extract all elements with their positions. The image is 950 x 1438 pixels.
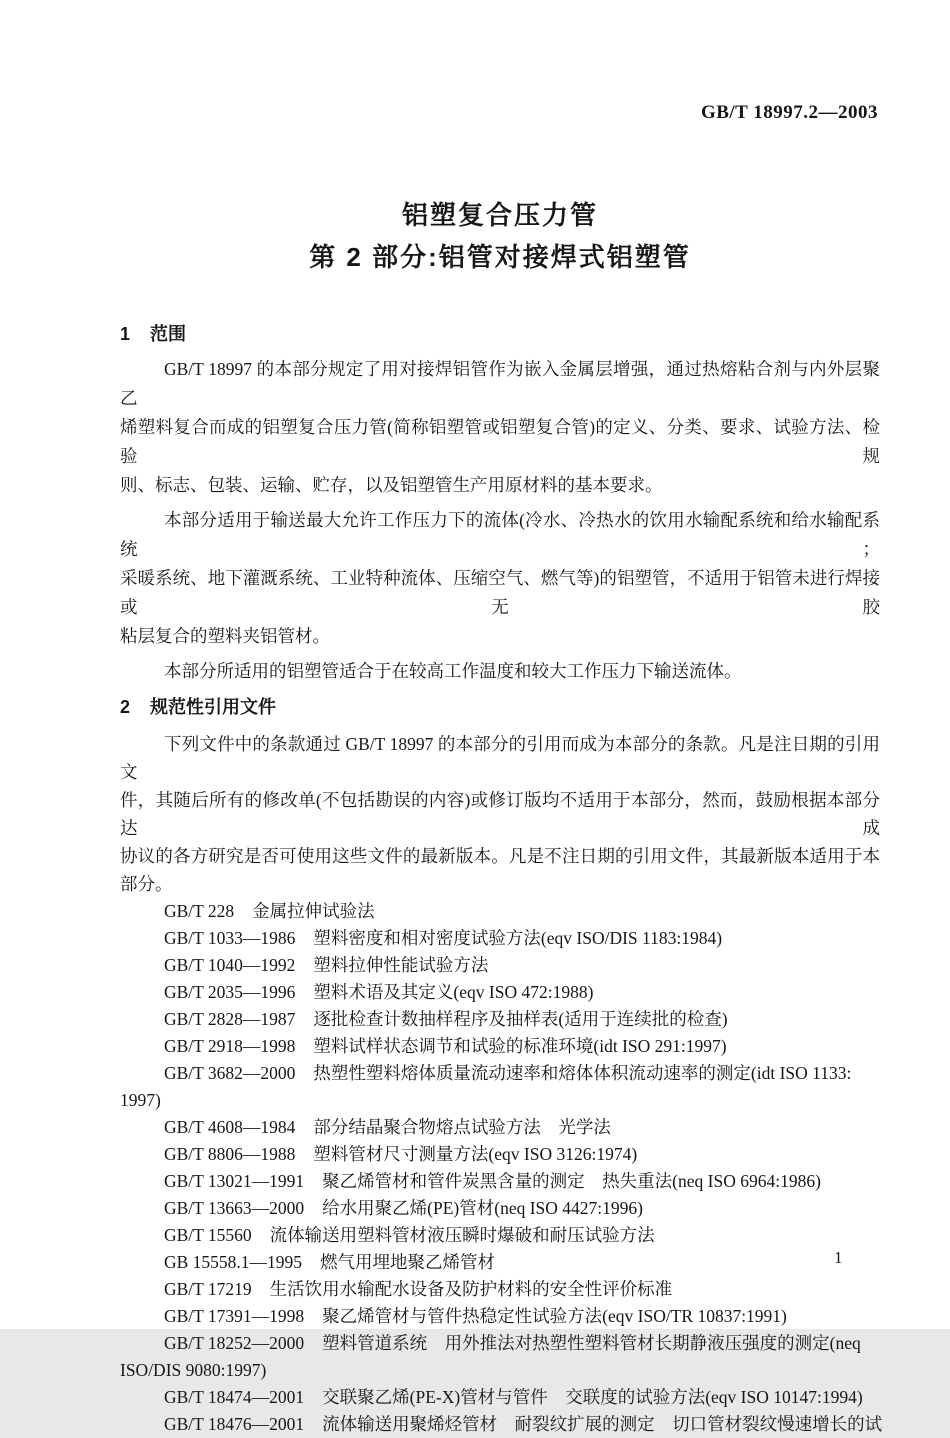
reference-code: GB/T 1033—1986 (164, 928, 296, 948)
text-line: 粘层复合的塑料夹铝管材。 (120, 626, 330, 646)
reference-title: 塑料管材尺寸测量方法(eqv ISO 3126:1974) (313, 1144, 638, 1164)
reference-title: 1997) (120, 1090, 161, 1110)
section-2-title: 规范性引用文件 (150, 697, 276, 717)
reference-title: 塑料密度和相对密度试验方法(eqv ISO/DIS 1183:1984) (313, 928, 723, 948)
reference-title: 金属拉伸试验法 (252, 901, 375, 921)
reference-item-continuation (120, 1357, 880, 1384)
reference-item (120, 1060, 880, 1087)
page-number: 1 (834, 1248, 843, 1267)
text-line: 则、标志、包装、运输、贮存，以及铝塑管生产用原材料的基本要求。 (120, 475, 663, 495)
reference-title: ISO/DIS 9080:1997) (120, 1360, 267, 1380)
reference-code: GB/T 2035—1996 (164, 982, 296, 1002)
reference-code: GB/T 13021—1991 (164, 1171, 305, 1191)
reference-title: 流体输送用聚烯烃管材 耐裂纹扩展的测定 切口管材裂纹慢速增长的试 (322, 1414, 883, 1434)
reference-item (120, 1222, 880, 1249)
reference-code: GB/T 17391—1998 (164, 1306, 305, 1326)
section-1-number: 1 (120, 324, 131, 344)
reference-item (120, 1114, 880, 1141)
reference-item (120, 979, 880, 1006)
document-body (120, 320, 883, 1438)
reference-code: GB/T 2918—1998 (164, 1036, 296, 1056)
text-line: 协议的各方研究是否可使用这些文件的最新版本。凡是不注日期的引用文件，其最新版本适用于本 (120, 846, 880, 866)
reference-code: GB/T 4608—1984 (164, 1117, 296, 1137)
reference-code: GB/T 18252—2000 (164, 1333, 305, 1353)
reference-title: 部分结晶聚合物熔点试验方法 光学法 (313, 1117, 611, 1137)
paragraph (120, 657, 880, 686)
reference-item-continuation (120, 1087, 880, 1114)
reference-item (120, 1249, 880, 1276)
reference-title: 生活饮用水输配水设备及防护材料的安全性评价标准 (269, 1279, 673, 1299)
reference-title: 塑料试样状态调节和试验的标准环境(idt ISO 291:1997) (313, 1036, 727, 1056)
reference-title: 塑料术语及其定义(eqv ISO 472:1988) (313, 982, 594, 1002)
section-2-heading (120, 693, 880, 722)
reference-title: 聚乙烯管材和管件炭黑含量的测定 热失重法(neq ISO 6964:1986) (322, 1171, 821, 1191)
reference-item (120, 1006, 880, 1033)
text-line: GB/T 18997 的本部分规定了用对接焊铝管作为嵌入金属层增强，通过热熔粘合剂与内外层聚乙 (120, 359, 880, 408)
reference-item (120, 1033, 880, 1060)
reference-item (120, 1411, 883, 1438)
document-title (120, 194, 880, 278)
section-1-title: 范围 (150, 324, 186, 344)
reference-item (120, 925, 880, 952)
standard-number: GB/T 18997.2—2003 (700, 102, 878, 123)
reference-title: 流体输送用塑料管材液压瞬时爆破和耐压试验方法 (269, 1225, 655, 1245)
reference-code: GB/T 13663—2000 (164, 1198, 305, 1218)
reference-title: 塑料拉伸性能试验方法 (313, 955, 489, 975)
section-1-heading (120, 320, 880, 349)
paragraph (120, 355, 880, 500)
reference-title: 逐批检查计数抽样程序及抽样表(适用于连续批的检查) (313, 1009, 728, 1029)
reference-item (120, 1141, 880, 1168)
paragraph (120, 730, 880, 898)
reference-item (120, 1384, 880, 1411)
normative-references-list (120, 898, 883, 1438)
reference-item (120, 952, 880, 979)
document-title-line2: 第 2 部分:铝管对接焊式铝塑管 (309, 242, 691, 272)
text-line: 部分。 (120, 874, 173, 894)
reference-code: GB/T 3682—2000 (164, 1063, 296, 1083)
section-2-number: 2 (120, 697, 131, 717)
reference-item (120, 1276, 880, 1303)
paragraph (120, 506, 880, 651)
text-line: 本部分所适用的铝塑管适合于在较高工作温度和较大工作压力下输送流体。 (164, 661, 742, 681)
text-line: 本部分适用于输送最大允许工作压力下的流体(冷水、冷热水的饮用水输配系统和给水输配系统； (120, 510, 880, 559)
reference-title: 塑料管道系统 用外推法对热塑性塑料管材长期静液压强度的测定(neq (322, 1333, 861, 1353)
reference-code: GB/T 2828—1987 (164, 1009, 296, 1029)
text-line: 采暖系统、地下灌溉系统、工业特种流体、压缩空气、燃气等)的铝塑管，不适用于铝管未进行焊接或无胶 (120, 568, 880, 617)
reference-item (120, 1168, 880, 1195)
document-title-line1: 铝塑复合压力管 (401, 200, 598, 230)
reference-item (120, 1303, 880, 1330)
reference-item (120, 1195, 880, 1222)
reference-title: 聚乙烯管材与管件热稳定性试验方法(eqv ISO/TR 10837:1991) (322, 1306, 787, 1326)
reference-title: 燃气用埋地聚乙烯管材 (320, 1252, 496, 1272)
reference-code: GB/T 15560 (164, 1225, 252, 1245)
text-line: 烯塑料复合而成的铝塑复合压力管(简称铝塑管或铝塑复合管)的定义、分类、要求、试验方法、检验规 (120, 417, 880, 466)
reference-item (120, 1330, 880, 1357)
text-line: 下列文件中的条款通过 GB/T 18997 的本部分的引用而成为本部分的条款。凡是注日期的引用文 (120, 734, 880, 782)
reference-code: GB/T 18474—2001 (164, 1387, 305, 1407)
text-line: 件，其随后所有的修改单(不包括勘误的内容)或修订版均不适用于本部分，然而，鼓励根据本部分达成 (120, 790, 880, 838)
reference-code: GB/T 17219 (164, 1279, 252, 1299)
reference-item (120, 898, 880, 925)
reference-code: GB/T 1040—1992 (164, 955, 296, 975)
reference-code: GB 15558.1—1995 (164, 1252, 303, 1272)
reference-code: GB/T 8806—1988 (164, 1144, 296, 1164)
reference-title: 给水用聚乙烯(PE)管材(neq ISO 4427:1996) (322, 1198, 643, 1218)
reference-code: GB/T 228 (164, 901, 235, 921)
reference-code: GB/T 18476—2001 (164, 1414, 305, 1434)
reference-title: 热塑性塑料熔体质量流动速率和熔体体积流动速率的测定(idt ISO 1133: (313, 1063, 852, 1083)
reference-title: 交联聚乙烯(PE-X)管材与管件 交联度的试验方法(eqv ISO 10147:1994) (322, 1387, 863, 1407)
